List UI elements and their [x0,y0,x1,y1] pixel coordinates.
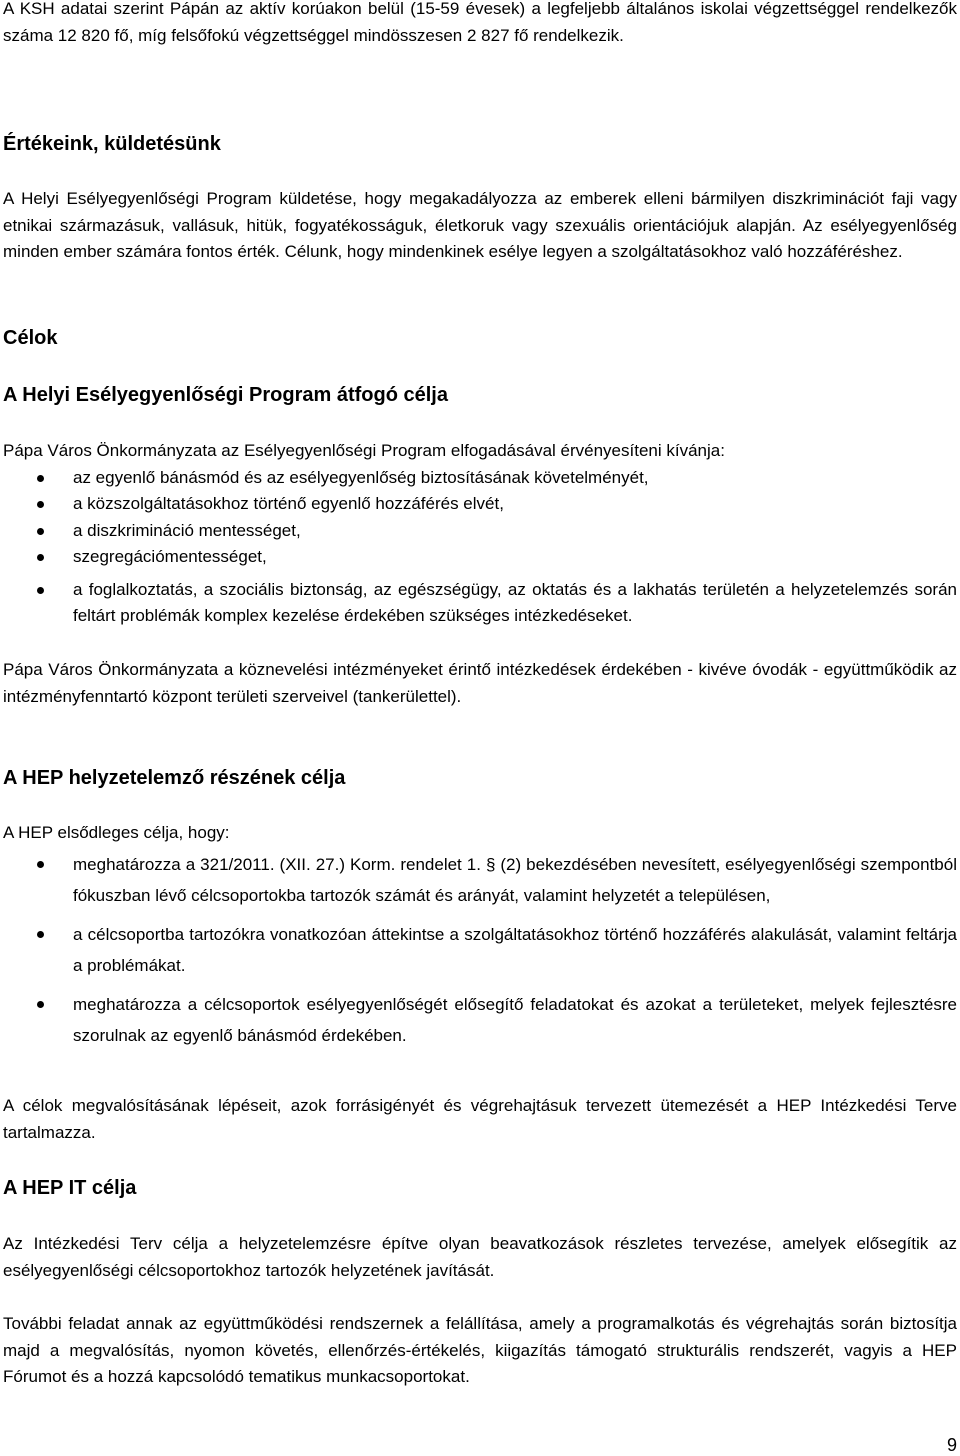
hep-heading: A HEP helyzetelemző részének célja [3,767,346,789]
bullet-icon [37,587,44,594]
list-item: a diszkrimináció mentességet, [3,518,957,545]
list-item: meghatározza a 321/2011. (XII. 27.) Korm. rendelet 1. § (2) bekezdésében nevesített, esélyegyenlőségi szempontból fókuszban lévő célcsoportokba tartozók számát és arányát, valamint helyzetét a településen, [3,849,957,911]
further-paragraph: További feladat annak az együttműködési rendszernek a felállítása, amely a programalkotás és végrehajtás során biztosítja majd a megvalósítás, nyomon követés, ellenőrzés-értékelés, kiigazítás támogató strukturális rendszerét, vagyis a HEP Fórumot és a hozzá kapcsolódó tematikus munkacsoportokat. [3,1314,957,1386]
goals-heading: Célok [3,327,58,349]
values-paragraph [3,186,957,266]
list-item: meghatározza a célcsoportok esélyegyenlőségét elősegítő feladatokat és azokat a területeket, melyek fejlesztésre szorulnak az egyenlő bánásmód érdekében. [3,989,957,1051]
values-heading: Értékeink, küldetésünk [3,133,221,155]
it-paragraph: Az Intézkedési Terv célja a helyzetelemzésre építve olyan beavatkozások részletes tervezése, amelyek elősegítik az esélyegyenlőségi célcsoportokhoz tartozók helyzetének javítását. [3,1234,957,1280]
list-item: a közszolgáltatásokhoz történő egyenlő hozzáférés elvét, [3,491,957,518]
hep-list [3,849,957,1051]
overall-list [3,465,957,630]
hep-intro: A HEP elsődleges célja, hogy: [3,823,230,842]
bullet-icon [37,475,44,482]
list-item: a célcsoportba tartozókra vonatkozóan áttekintse a szolgáltatásokhoz történő hozzáférés alakulását, valamint feltárja a problémákat. [3,919,957,981]
list-item: az egyenlő bánásmód és az esélyegyenlőség biztosításának követelményét, [3,465,957,492]
bullet-icon [37,528,44,535]
bullet-icon [37,861,44,868]
bullet-icon [37,554,44,561]
bullet-icon [37,501,44,508]
overall-intro: Pápa Város Önkormányzata az Esélyegyenlőségi Program elfogadásával érvényesíteni kívánja: [3,441,725,460]
page-number: 9 [946,1435,957,1455]
overall-heading: A Helyi Esélyegyenlőségi Program átfogó célja [3,384,448,406]
bullet-icon [37,1001,44,1008]
hep-steps-paragraph: A célok megvalósításának lépéseit, azok forrásigényét és végrehajtásuk tervezett ütemezését a HEP Intézkedési Terve tartalmazza. [3,1096,957,1142]
intro-paragraph: A KSH adatai szerint Pápán az aktív korúakon belül (15-59 évesek) a legfeljebb általános iskolai végzettséggel rendelkezők száma 12 820 fő, míg felsőfokú végzettséggel mindösszesen 2 827 fő rendelkezik. [3,0,957,45]
list-item: a foglalkoztatás, a szociális biztonság, az egészségügy, az oktatás és a lakhatás területén a helyzetelemzés során feltárt problémák komplex kezelése érdekében szükséges intézkedéseket. [3,577,957,630]
values-text-b: Az esélyegyenlőség minden ember számára fontos érték. Célunk, hogy mindenkinek esélye legyen a szolgáltatásokhoz való hozzáféréshez. [3,215,957,261]
values-text-a: A Helyi Esélyegyenlőségi Program küldetése, hogy megakadályozza az emberek elleni bármilyen diszkriminációt faji vagy etnikai származásuk, vallásuk, hitük, fogyatékosságuk, életkoruk vagy szexuális orientációjuk alapján. [3,189,957,235]
bullet-icon [37,931,44,938]
it-heading: A HEP IT célja [3,1177,137,1199]
hep-section [3,820,957,1059]
overall-section [3,438,957,630]
list-item: szegregációmentességet, [3,544,957,571]
cooperation-paragraph: Pápa Város Önkormányzata a köznevelési intézményeket érintő intézkedések érdekében - kivéve óvodák - együttműködik az intézményfenntartó központ területi szerveivel (tankerülettel). [3,660,957,706]
